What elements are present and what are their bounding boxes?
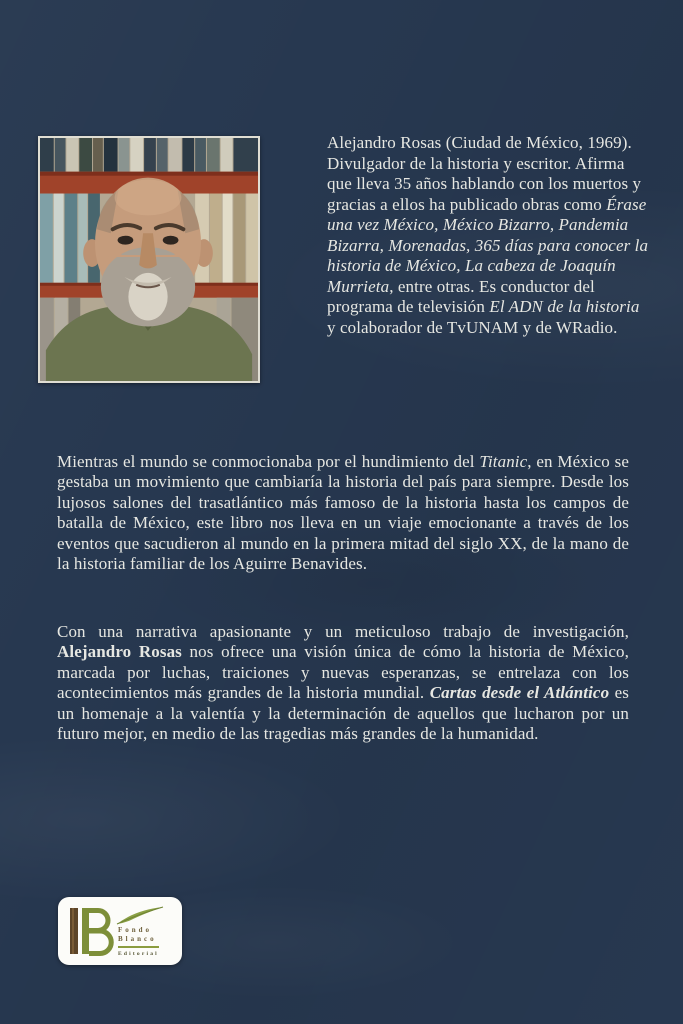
author-photo [38,136,260,383]
synopsis-paragraph-2: Con una narrativa apasionante y un meticuloso trabajo de investigación, Alejandro Rosas nos ofrece una visión única de cómo la historia de México, marcada por luchas, traiciones y nuevas esperanzas, se entrelaza con los acontecimientos más grandes de la historia mundial. Cartas desde el Atlántico es un homenaje a la valentía y la determinación de aquellos que lucharon por un futuro mejor, en medio de las tragedias más grandes de la humanidad. [57,622,629,744]
publisher-logo [58,897,182,965]
publisher-word-blanco: Blanco [118,935,157,943]
publisher-word-fondo: Fondo [118,926,153,934]
synopsis-paragraph-1: Mientras el mundo se conmocionaba por el hundimiento del Titanic, en México se gestaba un movimiento que cambiaría la historia del país para siempre. Desde los lujosos salones del trasatlántico más famoso de la historia hasta los campos de batalla de México, este libro nos lleva en un viaje emocionante a través de los eventos que sacudieron al mundo en la primera mitad del siglo XX, de la mano de la historia familiar de los Aguirre Benavides. [57,452,629,574]
publisher-logo-b-icon [69,906,119,956]
publisher-name [118,926,159,959]
publisher-word-editorial: Editorial [118,946,159,959]
author-portrait-illustration [40,138,258,381]
author-bio-text: Alejandro Rosas (Ciudad de México, 1969). Divulgador de la historia y escritor. Afirma que lleva 35 años hablando con los muertos y gracias a ellos ha publicado obras como Érase una vez México, México Bizarro, Pandemia Bizarra, Morenadas, 365 días para conocer la historia de México, La cabeza de Joaquín Murrieta, entre otras. Es conductor del programa de televisión El ADN de la historia y colaborador de TvUNAM y de WRadio. [327,133,649,337]
feather-icon [115,906,167,926]
